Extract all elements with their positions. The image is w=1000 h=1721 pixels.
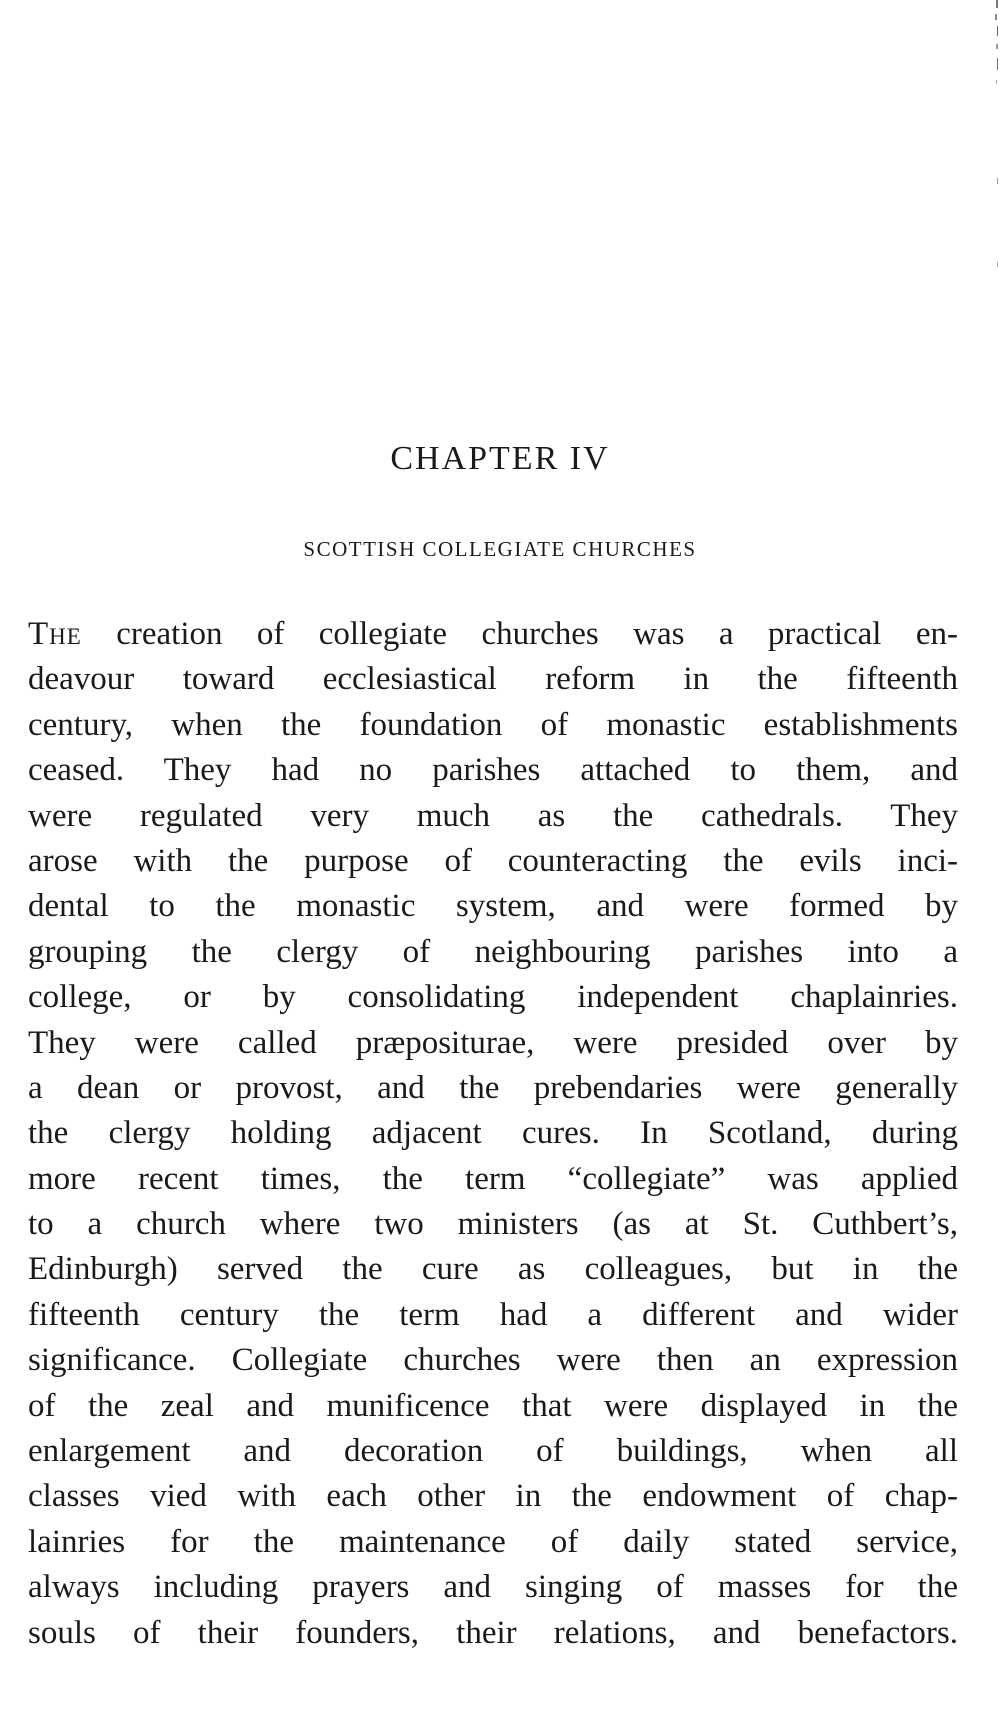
chapter-heading: CHAPTER IV	[390, 440, 610, 477]
text-line: lainries for the maintenance of daily stated service,	[28, 1523, 958, 1560]
body-paragraph	[28, 612, 958, 1656]
text-line: enlargement and decoration of buildings, when all	[28, 1433, 958, 1470]
lead-word: The	[28, 616, 82, 652]
text-line: The creation of collegiate churches was a practical en-	[28, 616, 958, 652]
text-line: Edinburgh) served the cure as colleagues, but in the	[28, 1251, 958, 1288]
text-line: the clergy holding adjacent cures. In Scotland, during	[28, 1115, 958, 1152]
chapter-subtitle: SCOTTISH COLLEGIATE CHURCHES	[303, 537, 697, 561]
text-line: fifteenth century the term had a different and wider	[28, 1296, 958, 1333]
text-line: deavour toward ecclesiastical reform in the fifteenth	[28, 661, 958, 698]
text-line: college, or by consolidating independent chaplainries.	[28, 979, 958, 1016]
text-line: were regulated very much as the cathedrals. They	[28, 797, 958, 834]
text-line: century, when the foundation of monastic establishments	[28, 706, 958, 743]
text-line: dental to the monastic system, and were formed by	[28, 888, 958, 925]
text-line: souls of their founders, their relations, and benefactors.	[28, 1614, 958, 1651]
page-edge-specks	[986, 0, 1000, 270]
text-line: significance. Collegiate churches were then an expression	[28, 1342, 958, 1379]
text-line: more recent times, the term “collegiate” was applied	[28, 1160, 958, 1197]
text-line: They were called præpositurae, were presided over by	[28, 1024, 958, 1061]
text-line: classes vied with each other in the endowment of chap-	[28, 1478, 958, 1515]
text-line: a dean or provost, and the prebendaries were generally	[28, 1069, 958, 1106]
text-line: ceased. They had no parishes attached to them, and	[28, 752, 958, 789]
text-line: arose with the purpose of counteracting the evils inci-	[28, 842, 958, 879]
text-line: always including prayers and singing of masses for the	[28, 1569, 958, 1606]
text-line: to a church where two ministers (as at St. Cuthbert’s,	[28, 1206, 958, 1243]
text-line: grouping the clergy of neighbouring parishes into a	[28, 933, 958, 970]
text-line: of the zeal and munificence that were displayed in the	[28, 1387, 958, 1424]
